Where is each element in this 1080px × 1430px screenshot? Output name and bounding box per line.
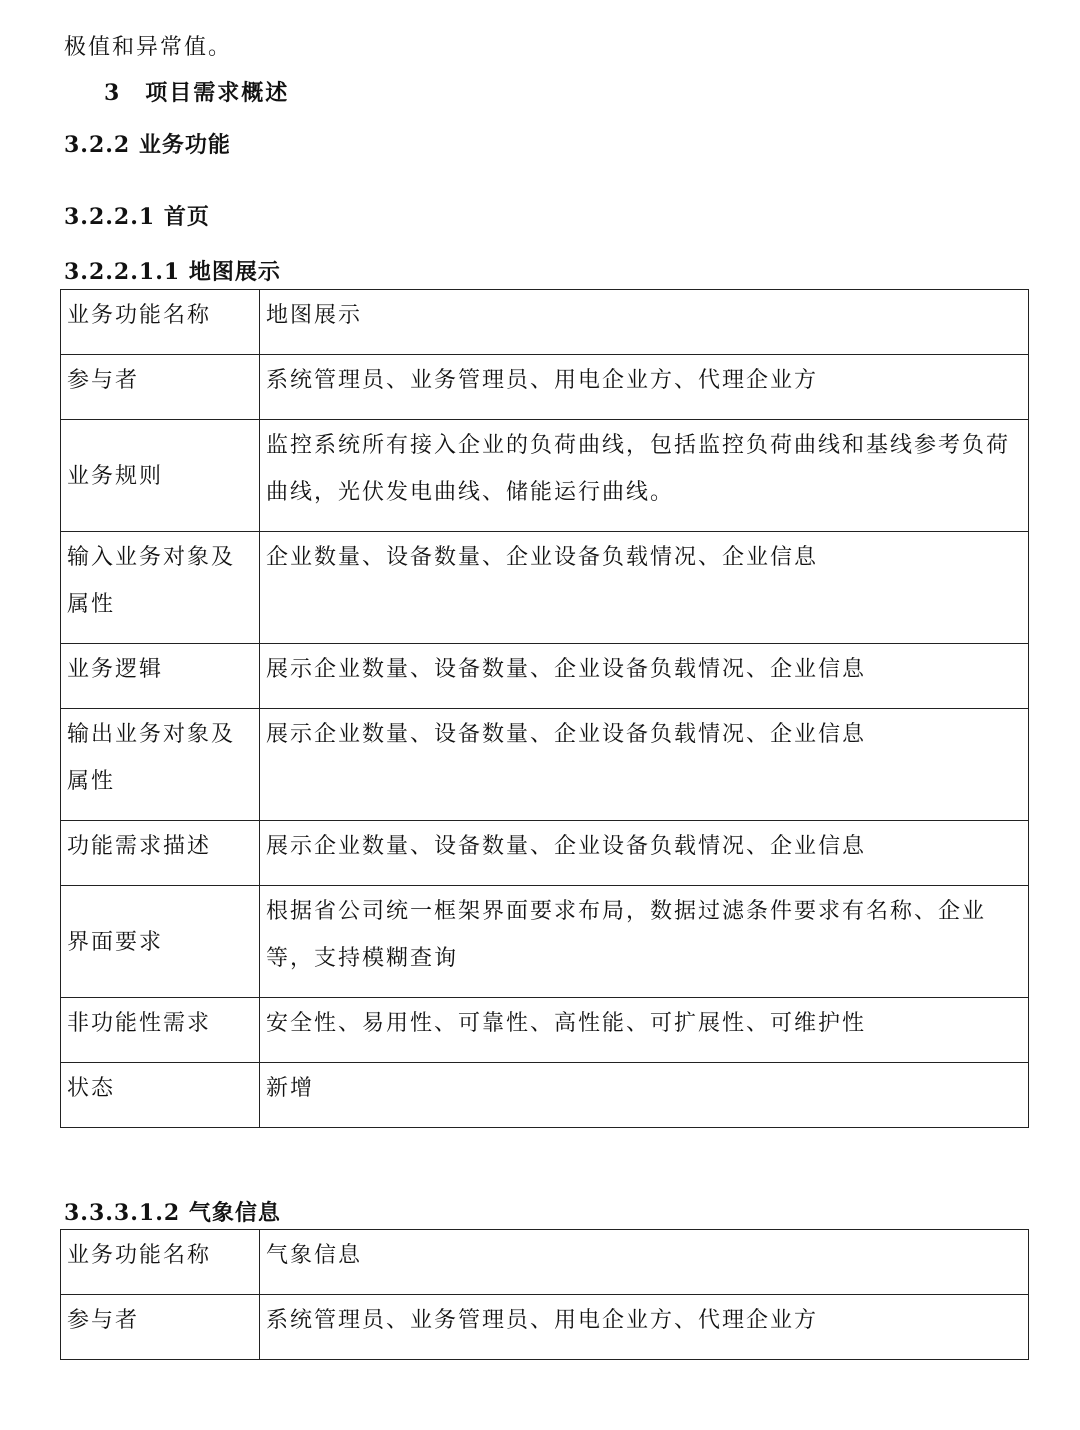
section-heading: 3 项目需求概述 [104,80,290,106]
row-value: 新增 [260,1063,1029,1128]
row-value: 地图展示 [260,290,1029,355]
table-row [61,532,1029,644]
row-key: 业务功能名称 [61,1230,260,1295]
row-key: 参与者 [61,1295,260,1360]
table-row [61,709,1029,821]
row-value: 监控系统所有接入企业的负荷曲线，包括监控负荷曲线和基线参考负荷曲线，光伏发电曲线、储能运行曲线。 [260,420,1029,532]
row-key: 界面要求 [61,886,260,998]
row-key: 输入业务对象及属性 [61,532,260,644]
intro-paragraph: 极值和异常值。 [64,35,233,60]
row-value: 展示企业数量、设备数量、企业设备负载情况、企业信息 [260,709,1029,821]
table-row [61,290,1029,355]
table-row [61,1230,1029,1295]
table-row [61,821,1029,886]
row-value: 展示企业数量、设备数量、企业设备负载情况、企业信息 [260,644,1029,709]
row-key: 参与者 [61,355,260,420]
row-value: 展示企业数量、设备数量、企业设备负载情况、企业信息 [260,821,1029,886]
row-value: 安全性、易用性、可靠性、高性能、可扩展性、可维护性 [260,998,1029,1063]
subheading-homepage: 3.2.2.1 首页 [64,204,210,230]
row-value: 根据省公司统一框架界面要求布局，数据过滤条件要求有名称、企业等，支持模糊查询 [260,886,1029,998]
row-value: 系统管理员、业务管理员、用电企业方、代理企业方 [260,355,1029,420]
table-row [61,420,1029,532]
row-key: 输出业务对象及属性 [61,709,260,821]
table-row [61,886,1029,998]
row-value: 系统管理员、业务管理员、用电企业方、代理企业方 [260,1295,1029,1360]
table-row [61,1063,1029,1128]
row-value: 企业数量、设备数量、企业设备负载情况、企业信息 [260,532,1029,644]
table-row [61,644,1029,709]
row-key: 业务逻辑 [61,644,260,709]
row-key: 功能需求描述 [61,821,260,886]
row-key: 状态 [61,1063,260,1128]
row-value: 气象信息 [260,1230,1029,1295]
row-key: 非功能性需求 [61,998,260,1063]
table-row [61,1295,1029,1360]
row-key: 业务规则 [61,420,260,532]
table-row [61,998,1029,1063]
spec-table-map-display [60,289,1029,1128]
subheading-business-functions: 3.2.2 业务功能 [64,132,231,158]
table1-title: 3.2.2.1.1 地图展示 [64,259,281,285]
spec-table-weather-info [60,1229,1029,1360]
table2-title: 3.3.3.1.2 气象信息 [64,1200,281,1226]
table-row [61,355,1029,420]
row-key: 业务功能名称 [61,290,260,355]
